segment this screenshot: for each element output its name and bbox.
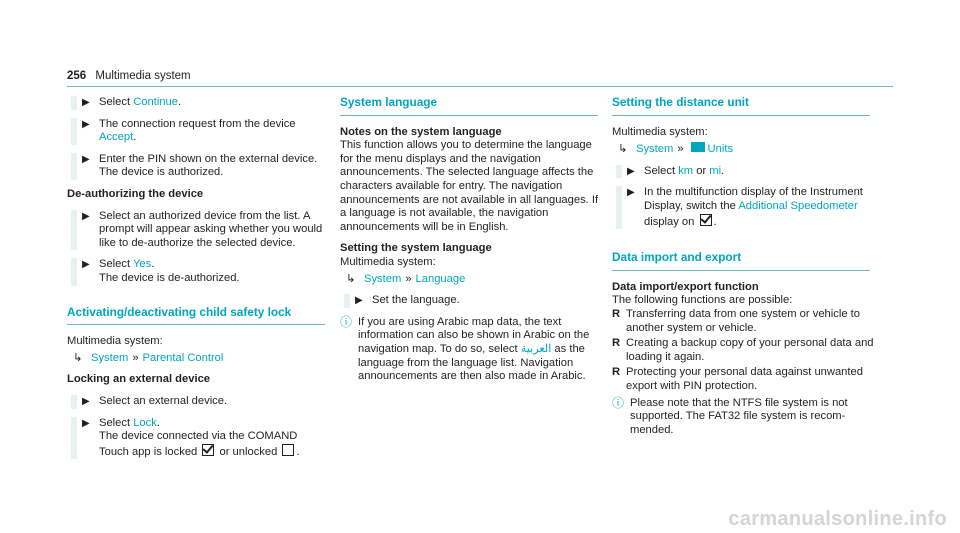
- list-item-text: Transferring data from one system or vehicle to another system or vehicle.: [626, 307, 860, 334]
- step-text: The device connected via the COMAND Touch app is locked: [99, 430, 298, 458]
- step-lock: [67, 417, 329, 460]
- step-text: The device is de-authorized.: [99, 271, 240, 284]
- mi-link[interactable]: mi: [709, 164, 722, 177]
- step-text: Select: [99, 258, 133, 271]
- checkbox-checked-icon: [700, 214, 712, 226]
- return-arrow-icon: ↳: [618, 143, 628, 156]
- path-system-link[interactable]: System: [364, 272, 402, 285]
- header-rule: [67, 86, 893, 87]
- yes-link[interactable]: Yes: [133, 258, 152, 271]
- return-arrow-icon: ↳: [346, 272, 356, 285]
- menu-path: [612, 142, 874, 157]
- step-text: or unlocked: [219, 445, 278, 458]
- step-km-mi: [612, 165, 874, 179]
- path-parental-control-link[interactable]: Parental Control: [142, 351, 224, 364]
- list-item: [612, 366, 874, 393]
- bullet-icon: R: [612, 366, 621, 379]
- path-system-link[interactable]: System: [636, 143, 674, 156]
- step-text: The connection request from the device: [99, 117, 296, 130]
- step-text: Select: [644, 164, 679, 177]
- step-text: .: [178, 96, 182, 108]
- step-set-language: [340, 294, 602, 308]
- double-chevron-icon: »: [677, 143, 684, 156]
- system-language-title: System language: [340, 96, 598, 116]
- checkbox-unchecked-icon: [282, 444, 294, 456]
- setting-heading: Setting the system language: [340, 242, 492, 255]
- bullet-icon: R: [612, 337, 621, 350]
- double-chevron-icon: »: [132, 351, 139, 364]
- step-additional-speedometer: [612, 186, 874, 229]
- column-3: [612, 96, 874, 437]
- locking-heading: Locking an external device: [67, 373, 211, 386]
- double-chevron-icon: »: [405, 272, 412, 285]
- step-text: .: [156, 416, 160, 429]
- arabic-language-link[interactable]: العربية: [520, 342, 552, 355]
- step-text: display on: [644, 215, 695, 228]
- step-select-ext: [67, 395, 329, 409]
- step-arrow-icon: ▶: [82, 118, 90, 130]
- path-language-link[interactable]: Language: [415, 272, 466, 285]
- step-accept: [67, 118, 329, 145]
- step-arrow-icon: ▶: [82, 210, 90, 222]
- path-units-link[interactable]: Units: [707, 143, 734, 156]
- list-item: [612, 337, 874, 364]
- ntfs-note: [612, 397, 874, 438]
- step-arrow-icon: ▶: [627, 165, 635, 177]
- step-arrow-icon: ▶: [82, 153, 90, 165]
- step-pin: [67, 153, 329, 180]
- step-text: .: [296, 445, 300, 458]
- note-text: If you are using Arabic map data, the text information can also be shown in Arabic on the navigation map. To do so, select: [358, 315, 590, 355]
- notes-body: This function allows you to determine the language for the menu displays and the navigation announcements. The selected language affects the characters available for entry. The navigation announcements are not available in all languages. If a language is not available, the navigation announcements will be in English.: [340, 139, 599, 233]
- list-item-text: Creating a backup copy of your personal data and loading it again.: [626, 337, 874, 363]
- note-text: Please note that the NTFS file system is not supported. The FAT32 file system is recommended.: [630, 396, 848, 436]
- step-text: Select: [99, 416, 134, 429]
- additional-speedometer-link[interactable]: Additional Speedometer: [738, 199, 858, 212]
- continue-link[interactable]: Continue: [133, 96, 178, 108]
- deauth-heading: De-authorizing the device: [67, 187, 204, 200]
- step-arrow-icon: ▶: [82, 97, 90, 108]
- step-arrow-icon: ▶: [82, 259, 90, 271]
- step-text: Select an external device.: [99, 394, 228, 407]
- step-text: .: [151, 258, 155, 271]
- column-2: [340, 96, 602, 384]
- distance-unit-title: Setting the distance unit: [612, 96, 870, 116]
- step-text: .: [713, 215, 717, 228]
- menu-path: [67, 352, 329, 366]
- arabic-note: [340, 316, 602, 384]
- step-select-device: [67, 210, 329, 251]
- watermark: carmanualsonline.info: [728, 508, 947, 531]
- step-arrow-icon: ▶: [82, 395, 90, 407]
- step-arrow-icon: ▶: [82, 417, 90, 429]
- step-text: .: [133, 131, 137, 144]
- path-label: Multimedia system:: [67, 335, 163, 348]
- step-text: Select an authorized device from the list. A prompt will appear asking whether you would like to de-authorize the selected device.: [99, 209, 323, 249]
- step-text: In the multifunction display of the Instrument Display, switch the: [644, 186, 863, 212]
- note-text: as the language from the language list. Navigation announcements are then also made in Arabic.: [358, 342, 586, 383]
- menu-path: [340, 273, 602, 287]
- accept-link[interactable]: Accept: [99, 131, 134, 144]
- column-1: [67, 96, 329, 467]
- page-number: 256: [67, 70, 87, 82]
- info-icon: ⓘ: [340, 314, 353, 329]
- page-header: [67, 70, 191, 84]
- data-intro: The following functions are possible:: [612, 294, 793, 307]
- child-lock-title: Activating/deactivating child safety lock: [67, 306, 325, 326]
- info-icon: ⓘ: [612, 395, 625, 410]
- notes-heading: Notes on the system language: [340, 125, 502, 138]
- data-import-title: Data import and export: [612, 251, 870, 271]
- step-text: or: [693, 164, 710, 177]
- path-system-link[interactable]: System: [91, 351, 129, 364]
- data-heading: Data import/export function: [612, 280, 759, 293]
- step-arrow-icon: ▶: [355, 295, 363, 307]
- checkbox-checked-icon: [202, 444, 214, 456]
- return-arrow-icon: ↳: [73, 351, 83, 364]
- step-text: .: [721, 164, 725, 177]
- step-text: Enter the PIN shown on the external device. The device is authorized.: [99, 152, 318, 179]
- list-item-text: Protecting your personal data against unwanted export with PIN protection.: [626, 366, 863, 392]
- path-label: Multimedia system:: [612, 125, 708, 138]
- path-label: Multimedia system:: [340, 255, 436, 268]
- step-yes: [67, 258, 329, 285]
- step-continue: [67, 96, 329, 110]
- step-arrow-icon: ▶: [627, 187, 635, 199]
- running-title: Multimedia system: [95, 70, 191, 82]
- step-text: Select: [99, 96, 134, 108]
- list-item: [612, 308, 874, 335]
- lock-link[interactable]: Lock: [133, 416, 157, 429]
- bullet-icon: R: [612, 307, 621, 320]
- units-icon: [691, 142, 705, 152]
- km-link[interactable]: km: [678, 164, 694, 177]
- step-text: Set the language.: [372, 294, 460, 307]
